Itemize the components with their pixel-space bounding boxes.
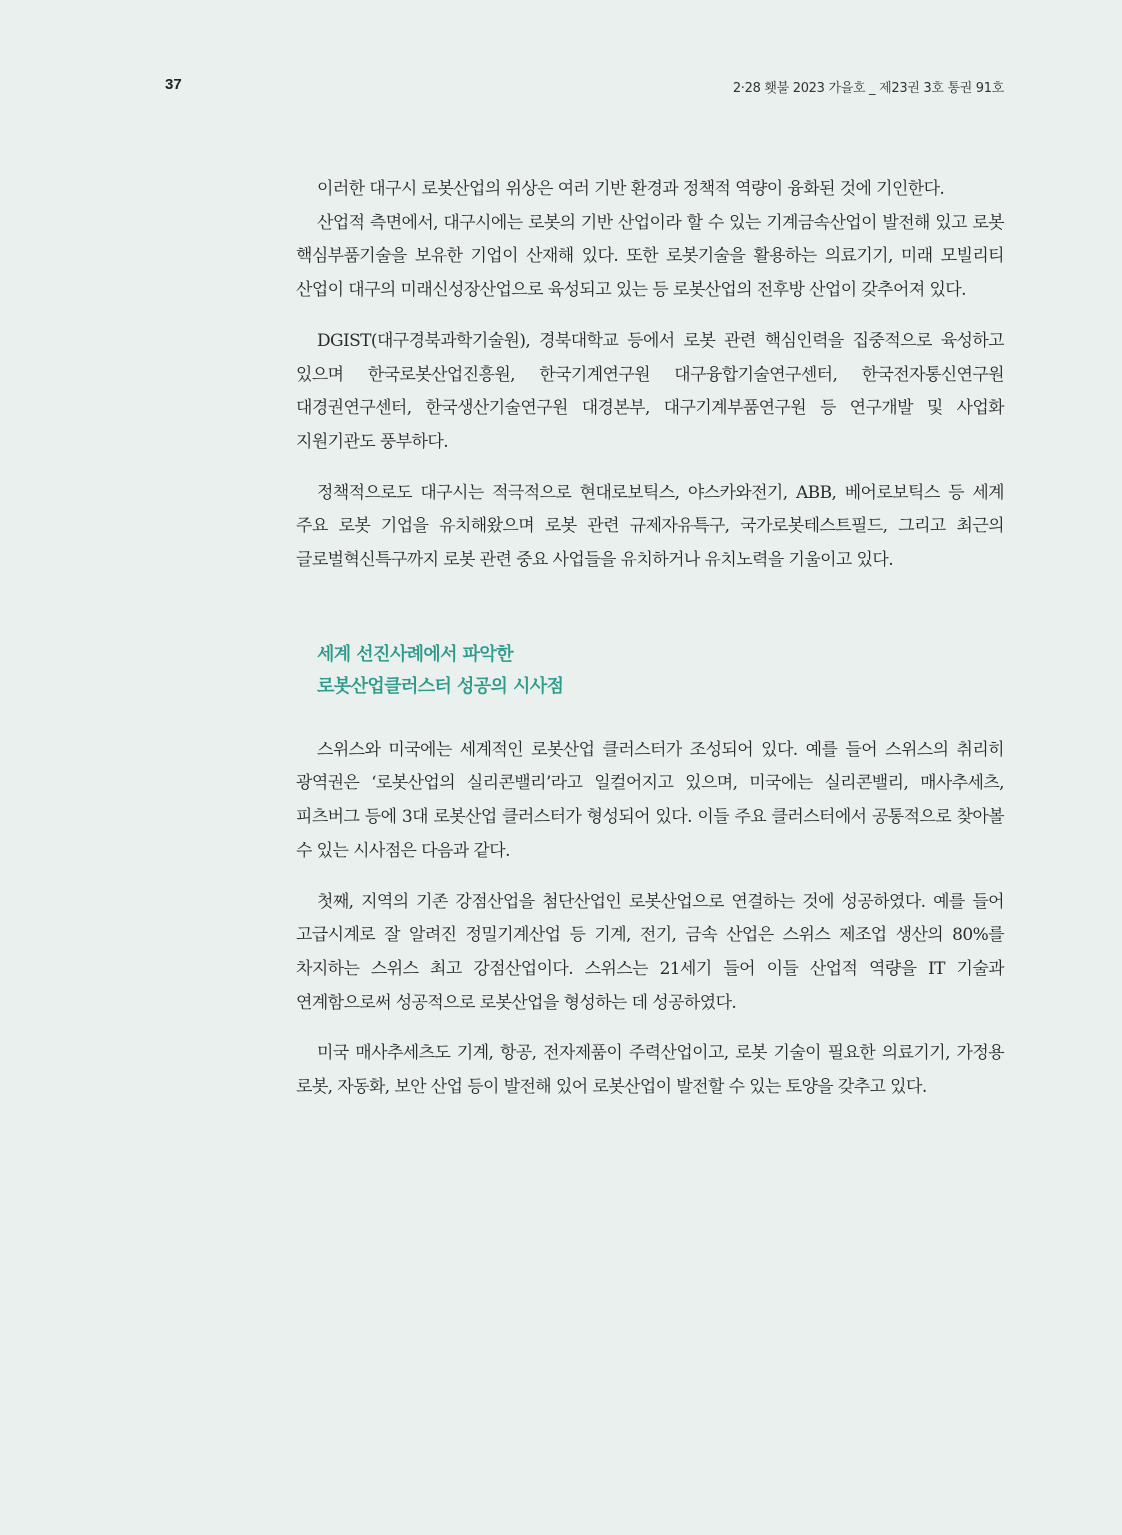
article-body bbox=[296, 173, 1004, 1105]
paragraph-spacer bbox=[296, 460, 1004, 477]
section-heading bbox=[296, 639, 1004, 703]
body-paragraph-1: 이러한 대구시 로봇산업의 위상은 여러 기반 환경과 정책적 역량이 융화된 것에 기인한다. bbox=[317, 179, 945, 199]
paragraph-spacer bbox=[296, 869, 1004, 886]
section-paragraph-3: 미국 매사추세츠도 기계, 항공, 전자제품이 주력산업이고, 로봇 기술이 필요한 의료기기, 가정용 로봇, 자동화, 보안 산업 등이 발전해 있어 로봇산업이 발전할 수 있는 토양을 갖추고 있다. bbox=[296, 1043, 1004, 1098]
body-paragraph-4: 정책적으로도 대구시는 적극적으로 현대로보틱스, 야스카와전기, ABB, 베어로보틱스 등 세계 주요 로봇 기업을 유치해왔으며 로봇 관련 규제자유특구, 국가로봇테스트필드, 그리고 최근의 글로벌혁신특구까지 로봇 관련 중요 사업들을 유치하거나 유치노력을 기울이고 있다. bbox=[296, 482, 1004, 571]
section-heading-line-2: 로봇산업클러스터 성공의 시사점 bbox=[317, 675, 564, 697]
paragraph-spacer bbox=[296, 1020, 1004, 1037]
paragraph-spacer bbox=[296, 308, 1004, 325]
section-heading-line-1: 세계 선진사례에서 파악한 bbox=[317, 643, 514, 665]
section-paragraph-2: 첫째, 지역의 기존 강점산업을 첨단산업인 로봇산업으로 연결하는 것에 성공하였다. 예를 들어 고급시계로 잘 알려진 정밀기계산업 등 기계, 전기, 금속 산업은 스위스 제조업 생산의 80%를 차지하는 스위스 최고 강점산업이다. 스위스는 21세기 들어 이들 산업적 역량을 IT 기술과 연계함으로써 성공적으로 로봇산업을 형성하는 데 성공하였다. bbox=[296, 891, 1004, 1013]
body-paragraph-3: DGIST(대구경북과학기술원), 경북대학교 등에서 로봇 관련 핵심인력을 집중적으로 육성하고 있으며 한국로봇산업진흥원, 한국기계연구원 대구융합기술연구센터, 한국전자통신연구원 대경권연구센터, 한국생산기술연구원 대경본부, 대구기계부품연구원 등 연구개발 및 사업화 지원기관도 풍부하다. bbox=[296, 330, 1004, 452]
section-paragraph-1: 스위스와 미국에는 세계적인 로봇산업 클러스터가 조성되어 있다. 예를 들어 스위스의 취리히 광역권은 ‘로봇산업의 실리콘밸리’라고 일컬어지고 있으며, 미국에는 실리콘밸리, 매사추세츠, 피츠버그 등에 3대 로봇산업 클러스터가 형성되어 있다. 이들 주요 클러스터에서 공통적으로 찾아볼 수 있는 시사점은 다음과 같다. bbox=[296, 739, 1004, 861]
section-spacer bbox=[296, 578, 1004, 639]
running-head: 2·28 횃불 2023 가을호 _ 제23권 3호 통권 91호 bbox=[732, 81, 1004, 96]
page-number: 37 bbox=[165, 76, 182, 93]
body-paragraph-2: 산업적 측면에서, 대구시에는 로봇의 기반 산업이라 할 수 있는 기계금속산업이 발전해 있고 로봇 핵심부품기술을 보유한 기업이 산재해 있다. 또한 로봇기술을 활용하는 의료기기, 미래 모빌리티 산업이 대구의 미래신성장산업으로 육성되고 있는 등 로봇산업의 전후방 산업이 갖추어져 있다. bbox=[296, 212, 1004, 301]
heading-spacer bbox=[296, 703, 1004, 734]
page-header bbox=[165, 76, 1004, 96]
